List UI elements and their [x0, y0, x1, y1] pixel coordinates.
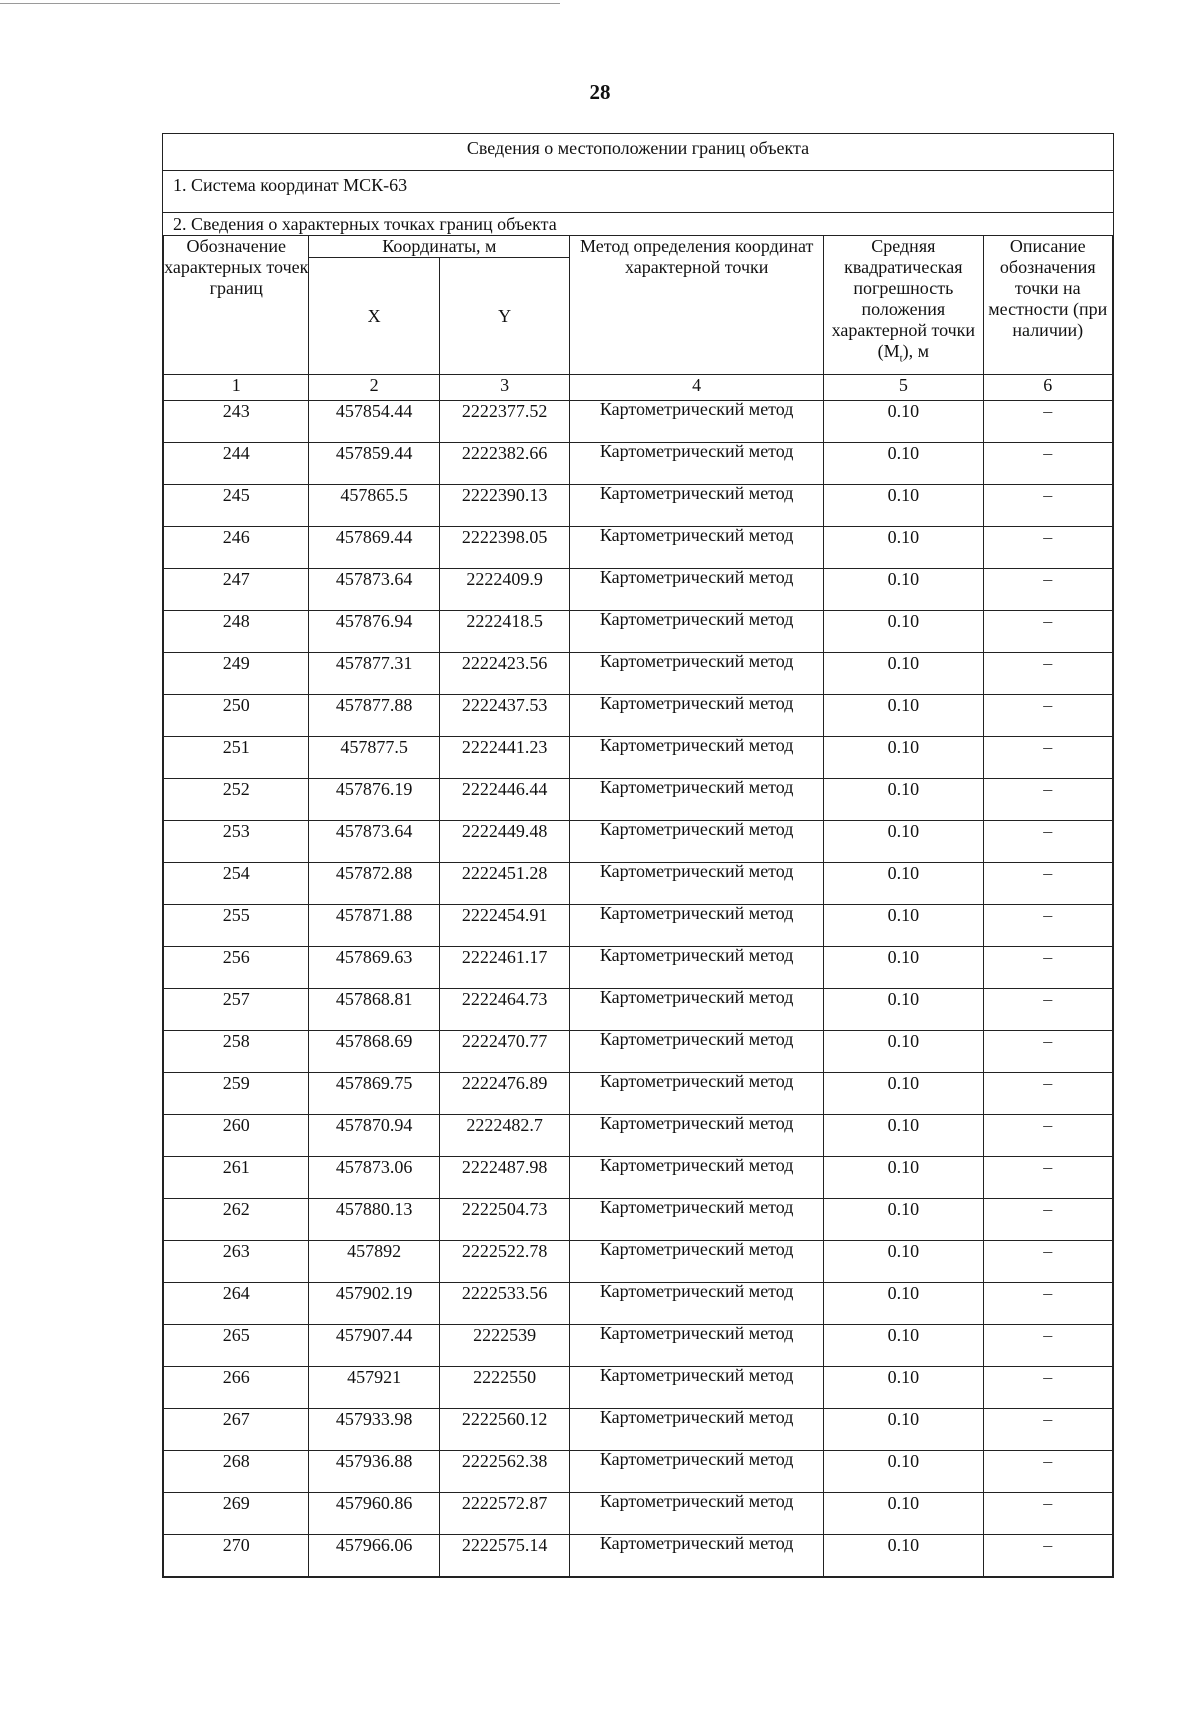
point-id-cell: 243 [164, 401, 309, 443]
point-id-cell: 246 [164, 527, 309, 569]
header-method: Метод определения координат характерной точки [570, 236, 824, 375]
error-cell: 0.10 [824, 611, 984, 653]
header-coordinates: Координаты, м [309, 236, 570, 258]
point-id-cell: 258 [164, 1031, 309, 1073]
description-cell: – [983, 1073, 1112, 1115]
method-cell: Картометрический метод [570, 1241, 824, 1283]
y-coordinate-cell: 2222504.73 [439, 1199, 569, 1241]
error-cell: 0.10 [824, 1283, 984, 1325]
error-cell: 0.10 [824, 1409, 984, 1451]
x-coordinate-cell: 457921 [309, 1367, 439, 1409]
y-coordinate-cell: 2222533.56 [439, 1283, 569, 1325]
description-cell: – [983, 863, 1112, 905]
description-cell: – [983, 821, 1112, 863]
table-row [164, 1367, 1113, 1409]
y-coordinate-cell: 2222470.77 [439, 1031, 569, 1073]
table-row [164, 527, 1113, 569]
table-row [164, 443, 1113, 485]
point-id-cell: 269 [164, 1493, 309, 1535]
description-cell: – [983, 947, 1112, 989]
x-coordinate-cell: 457892 [309, 1241, 439, 1283]
error-cell: 0.10 [824, 821, 984, 863]
y-coordinate-cell: 2222441.23 [439, 737, 569, 779]
method-cell: Картометрический метод [570, 1115, 824, 1157]
description-cell: – [983, 1157, 1112, 1199]
method-cell: Картометрический метод [570, 485, 824, 527]
error-cell: 0.10 [824, 1493, 984, 1535]
method-cell: Картометрический метод [570, 611, 824, 653]
method-cell: Картометрический метод [570, 1157, 824, 1199]
table-row [164, 779, 1113, 821]
description-cell: – [983, 1031, 1112, 1073]
x-coordinate-cell: 457876.94 [309, 611, 439, 653]
header-y: Y [439, 258, 569, 375]
point-id-cell: 249 [164, 653, 309, 695]
error-cell: 0.10 [824, 1199, 984, 1241]
point-id-cell: 254 [164, 863, 309, 905]
error-cell: 0.10 [824, 905, 984, 947]
error-cell: 0.10 [824, 863, 984, 905]
table-row [164, 1157, 1113, 1199]
y-coordinate-cell: 2222522.78 [439, 1241, 569, 1283]
error-cell: 0.10 [824, 989, 984, 1031]
error-cell: 0.10 [824, 1115, 984, 1157]
description-cell: – [983, 611, 1112, 653]
method-cell: Картометрический метод [570, 1535, 824, 1577]
error-cell: 0.10 [824, 1325, 984, 1367]
y-coordinate-cell: 2222382.66 [439, 443, 569, 485]
error-cell: 0.10 [824, 737, 984, 779]
point-id-cell: 251 [164, 737, 309, 779]
table-row [164, 1241, 1113, 1283]
x-coordinate-cell: 457880.13 [309, 1199, 439, 1241]
description-cell: – [983, 1199, 1112, 1241]
point-id-cell: 261 [164, 1157, 309, 1199]
x-coordinate-cell: 457868.81 [309, 989, 439, 1031]
table-row [164, 1073, 1113, 1115]
method-cell: Картометрический метод [570, 443, 824, 485]
error-cell: 0.10 [824, 569, 984, 611]
point-id-cell: 244 [164, 443, 309, 485]
x-coordinate-cell: 457873.06 [309, 1157, 439, 1199]
point-id-cell: 250 [164, 695, 309, 737]
point-id-cell: 262 [164, 1199, 309, 1241]
y-coordinate-cell: 2222390.13 [439, 485, 569, 527]
description-cell: – [983, 779, 1112, 821]
point-id-cell: 247 [164, 569, 309, 611]
method-cell: Картометрический метод [570, 947, 824, 989]
y-coordinate-cell: 2222451.28 [439, 863, 569, 905]
table-row [164, 1283, 1113, 1325]
description-cell: – [983, 1409, 1112, 1451]
error-cell: 0.10 [824, 1031, 984, 1073]
header-designation: Обозначение характерных точек границ [164, 236, 309, 375]
x-coordinate-cell: 457869.75 [309, 1073, 439, 1115]
error-cell: 0.10 [824, 485, 984, 527]
point-id-cell: 252 [164, 779, 309, 821]
y-coordinate-cell: 2222539 [439, 1325, 569, 1367]
column-number: 4 [570, 375, 824, 401]
x-coordinate-cell: 457907.44 [309, 1325, 439, 1367]
table-row [164, 401, 1113, 443]
y-coordinate-cell: 2222487.98 [439, 1157, 569, 1199]
x-coordinate-cell: 457873.64 [309, 569, 439, 611]
method-cell: Картометрический метод [570, 1367, 824, 1409]
x-coordinate-cell: 457868.69 [309, 1031, 439, 1073]
x-coordinate-cell: 457871.88 [309, 905, 439, 947]
x-coordinate-cell: 457936.88 [309, 1451, 439, 1493]
x-coordinate-cell: 457960.86 [309, 1493, 439, 1535]
error-cell: 0.10 [824, 653, 984, 695]
table-row [164, 1199, 1113, 1241]
description-cell: – [983, 737, 1112, 779]
point-id-cell: 245 [164, 485, 309, 527]
y-coordinate-cell: 2222398.05 [439, 527, 569, 569]
x-coordinate-cell: 457876.19 [309, 779, 439, 821]
y-coordinate-cell: 2222560.12 [439, 1409, 569, 1451]
error-cell: 0.10 [824, 1535, 984, 1577]
description-cell: – [983, 653, 1112, 695]
point-id-cell: 270 [164, 1535, 309, 1577]
y-coordinate-cell: 2222550 [439, 1367, 569, 1409]
boundary-info-frame [162, 133, 1114, 1578]
description-cell: – [983, 485, 1112, 527]
y-coordinate-cell: 2222476.89 [439, 1073, 569, 1115]
x-coordinate-cell: 457873.64 [309, 821, 439, 863]
x-coordinate-cell: 457865.5 [309, 485, 439, 527]
method-cell: Картометрический метод [570, 1199, 824, 1241]
x-coordinate-cell: 457854.44 [309, 401, 439, 443]
error-cell: 0.10 [824, 1157, 984, 1199]
column-numbers-row [164, 375, 1113, 401]
point-id-cell: 266 [164, 1367, 309, 1409]
method-cell: Картометрический метод [570, 401, 824, 443]
y-coordinate-cell: 2222409.9 [439, 569, 569, 611]
coordinate-system: 1. Система координат МСК-63 [163, 171, 1113, 213]
x-coordinate-cell: 457933.98 [309, 1409, 439, 1451]
table-row [164, 485, 1113, 527]
point-id-cell: 265 [164, 1325, 309, 1367]
method-cell: Картометрический метод [570, 737, 824, 779]
description-cell: – [983, 1493, 1112, 1535]
point-id-cell: 268 [164, 1451, 309, 1493]
x-coordinate-cell: 457877.31 [309, 653, 439, 695]
method-cell: Картометрический метод [570, 905, 824, 947]
method-cell: Картометрический метод [570, 695, 824, 737]
table-row [164, 1031, 1113, 1073]
description-cell: – [983, 1535, 1112, 1577]
table-row [164, 1325, 1113, 1367]
method-cell: Картометрический метод [570, 821, 824, 863]
table-row [164, 611, 1113, 653]
point-id-cell: 263 [164, 1241, 309, 1283]
page-number: 28 [589, 80, 611, 104]
x-coordinate-cell: 457859.44 [309, 443, 439, 485]
method-cell: Картометрический метод [570, 1073, 824, 1115]
error-cell: 0.10 [824, 695, 984, 737]
table-row [164, 737, 1113, 779]
table-row [164, 695, 1113, 737]
method-cell: Картометрический метод [570, 779, 824, 821]
method-cell: Картометрический метод [570, 1325, 824, 1367]
method-cell: Картометрический метод [570, 1451, 824, 1493]
table-row [164, 1493, 1113, 1535]
table-row [164, 653, 1113, 695]
point-id-cell: 264 [164, 1283, 309, 1325]
x-coordinate-cell: 457872.88 [309, 863, 439, 905]
header-x: X [309, 258, 439, 375]
table-row [164, 569, 1113, 611]
points-section-title: 2. Сведения о характерных точках границ объекта [173, 214, 557, 234]
description-cell: – [983, 1325, 1112, 1367]
description-cell: – [983, 695, 1112, 737]
section-title: Сведения о местоположении границ объекта [163, 134, 1113, 171]
points-table-body [164, 401, 1113, 1577]
point-id-cell: 256 [164, 947, 309, 989]
y-coordinate-cell: 2222562.38 [439, 1451, 569, 1493]
table-row [164, 1115, 1113, 1157]
point-id-cell: 259 [164, 1073, 309, 1115]
description-cell: – [983, 1115, 1112, 1157]
table-row [164, 1451, 1113, 1493]
error-cell: 0.10 [824, 527, 984, 569]
y-coordinate-cell: 2222482.7 [439, 1115, 569, 1157]
x-coordinate-cell: 457870.94 [309, 1115, 439, 1157]
x-coordinate-cell: 457869.44 [309, 527, 439, 569]
description-cell: – [983, 1451, 1112, 1493]
table-row [164, 821, 1113, 863]
description-cell: – [983, 527, 1112, 569]
x-coordinate-cell: 457902.19 [309, 1283, 439, 1325]
description-cell: – [983, 569, 1112, 611]
table-row [164, 863, 1113, 905]
column-number: 3 [439, 375, 569, 401]
scan-edge-line [0, 3, 560, 4]
table-row [164, 947, 1113, 989]
y-coordinate-cell: 2222418.5 [439, 611, 569, 653]
method-cell: Картометрический метод [570, 569, 824, 611]
description-cell: – [983, 443, 1112, 485]
y-coordinate-cell: 2222575.14 [439, 1535, 569, 1577]
x-coordinate-cell: 457877.88 [309, 695, 439, 737]
error-cell: 0.10 [824, 1367, 984, 1409]
table-row [164, 1409, 1113, 1451]
error-cell: 0.10 [824, 1241, 984, 1283]
error-cell: 0.10 [824, 947, 984, 989]
error-cell: 0.10 [824, 779, 984, 821]
y-coordinate-cell: 2222423.56 [439, 653, 569, 695]
method-cell: Картометрический метод [570, 527, 824, 569]
x-coordinate-cell: 457869.63 [309, 947, 439, 989]
table-row [164, 905, 1113, 947]
error-cell: 0.10 [824, 443, 984, 485]
description-cell: – [983, 401, 1112, 443]
table-row [164, 1535, 1113, 1577]
point-id-cell: 253 [164, 821, 309, 863]
column-number: 6 [983, 375, 1112, 401]
y-coordinate-cell: 2222454.91 [439, 905, 569, 947]
y-coordinate-cell: 2222464.73 [439, 989, 569, 1031]
column-number: 2 [309, 375, 439, 401]
column-number: 1 [164, 375, 309, 401]
point-id-cell: 257 [164, 989, 309, 1031]
method-cell: Картометрический метод [570, 1493, 824, 1535]
y-coordinate-cell: 2222461.17 [439, 947, 569, 989]
error-cell: 0.10 [824, 1073, 984, 1115]
table-row [164, 989, 1113, 1031]
method-cell: Картометрический метод [570, 653, 824, 695]
description-cell: – [983, 1367, 1112, 1409]
y-coordinate-cell: 2222437.53 [439, 695, 569, 737]
y-coordinate-cell: 2222572.87 [439, 1493, 569, 1535]
point-id-cell: 248 [164, 611, 309, 653]
method-cell: Картометрический метод [570, 1409, 824, 1451]
y-coordinate-cell: 2222377.52 [439, 401, 569, 443]
header-description: Описание обозначения точки на местности (при наличии) [983, 236, 1112, 375]
point-id-cell: 260 [164, 1115, 309, 1157]
y-coordinate-cell: 2222446.44 [439, 779, 569, 821]
method-cell: Картометрический метод [570, 863, 824, 905]
header-error: Средняя квадратическая погрешность положения характерной точки $(M_t)$, м [824, 236, 984, 375]
error-cell: 0.10 [824, 1451, 984, 1493]
x-coordinate-cell: 457877.5 [309, 737, 439, 779]
points-table [163, 235, 1113, 1577]
error-cell: 0.10 [824, 401, 984, 443]
point-id-cell: 267 [164, 1409, 309, 1451]
x-coordinate-cell: 457966.06 [309, 1535, 439, 1577]
method-cell: Картометрический метод [570, 1031, 824, 1073]
method-cell: Картометрический метод [570, 1283, 824, 1325]
description-cell: – [983, 1241, 1112, 1283]
column-number: 5 [824, 375, 984, 401]
point-id-cell: 255 [164, 905, 309, 947]
description-cell: – [983, 989, 1112, 1031]
y-coordinate-cell: 2222449.48 [439, 821, 569, 863]
description-cell: – [983, 1283, 1112, 1325]
description-cell: – [983, 905, 1112, 947]
method-cell: Картометрический метод [570, 989, 824, 1031]
